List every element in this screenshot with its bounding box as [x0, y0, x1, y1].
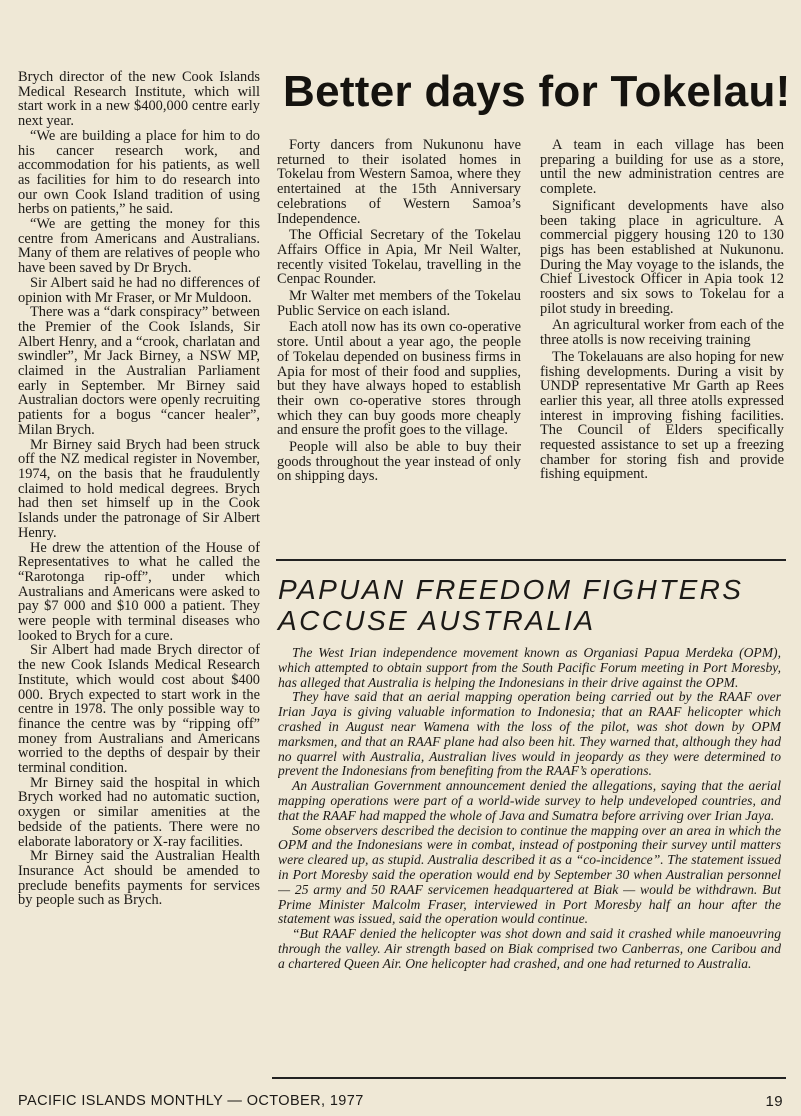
page-footer — [18, 1093, 783, 1109]
papuan-headline-line-2: ACCUSE AUSTRALIA — [278, 605, 596, 636]
publication-info: PACIFIC ISLANDS MONTHLY — OCTOBER, 1977 — [18, 1093, 364, 1109]
article-paragraph: The West Irian independence movement known as Organiasi Papua Merdeka (OPM), which attempted to obtain support from the South Pacific Forum meeting in Port Moresby, has alleged that Australia is helping the Indonesians in their drive against the OPM. — [278, 646, 781, 690]
cook-islands-article-continuation — [18, 70, 260, 1080]
tokelau-headline: Better days for Tokelau! — [283, 67, 791, 116]
article-paragraph: Some observers described the decision to continue the mapping over an area in which the OPM and the Indonesians were in combat, instead of postponing their survey until matters were cleared up, as stupid. Australia described it as a “co-incidence”. The statement issued in Port Moresby said the operation would end by September 30 when Australian personnel — 25 army and 50 RAAF servicemen headquartered at Biak — would be withdrawn. But Prime Minister Malcolm Fraser, interviewed in Port Moresby half an hour after the statement was issued, said the operation would continue. — [278, 822, 781, 927]
article-paragraph: A team in each village has been preparing a building for use as a store, until the new administration centres are complete. — [540, 138, 784, 198]
tokelau-column-2 — [540, 138, 784, 553]
article-paragraph: Mr Birney said the Australian Health Insurance Act should be amended to preclude benefits payments for services by people such as Brych. — [18, 848, 260, 909]
article-paragraph: The Tokelauans are also hoping for new fishing developments. During a visit by UNDP representative Mr Garth ap Rees earlier this year, all three atolls expressed interest in improving fishing facilities. The Council of Elders specifically requested assistance to set up a freezing chamber for storing fish and provide fishing equipment. — [540, 348, 784, 483]
article-paragraph: He drew the attention of the House of Representatives to what he called the “Rarotonga rip-off”, under which Australians and Americans were asked to pay $7 000 and $10 000 a patient. They were people with terminal diseases who looked to Brych for a cure. — [18, 539, 260, 644]
article-paragraph: Forty dancers from Nukunonu have returned to their isolated homes in Tokelau from Western Samoa, where they entertained at the 15th Anniversary celebrations of Western Samoa’s Independence. — [277, 138, 521, 227]
section-divider — [276, 559, 786, 561]
article-paragraph: “We are building a place for him to do his cancer research work, and accommodation for his patients, as well as facilities for him to do research into our own Cook Island tradition of using herbs on patients,” he said. — [18, 127, 260, 218]
article-paragraph: An Australian Government announcement denied the allegations, saying that the aerial mapping operations were part of a world-wide survey to help undeveloped countries, and that the RAAF had mapped the whole of Java and Sumatra before arriving over Irian Jaya. — [278, 778, 781, 823]
article-paragraph: Mr Birney said the hospital in which Brych worked had no automatic suction, oxygen or similar amenities at the bedside of the patients. There were no elaborate laboratory or X-ray facilities. — [18, 774, 260, 850]
section-divider — [272, 1077, 786, 1079]
papuan-article-body — [278, 646, 781, 1076]
article-paragraph: There was a “dark conspiracy” between the Premier of the Cook Islands, Sir Albert Henry, and a “crook, charlatan and swindler”, Mr Jack Birney, a NSW MP, claimed in the Australian Parliament early in September. Mr Birney said Australian doctors were openly recruiting patients for a bogus “cancer healer”, Milan Brych. — [18, 304, 260, 438]
tokelau-column-1 — [277, 138, 521, 553]
article-paragraph: Each atoll now has its own co-operative store. Until about a year ago, the people of Tokelau depended on business firms in Apia for most of their food and supplies, but they have always hoped to establish their own co-operative stores through which they can buy goods more cheaply and ensure the profit goes to the village. — [277, 319, 521, 439]
article-paragraph: The Official Secretary of the Tokelau Affairs Office in Apia, Mr Neil Walter, recently visited Tokelau, travelling in the Cenpac Rounder. — [277, 227, 521, 288]
papuan-headline-line-1: PAPUAN FREEDOM FIGHTERS — [278, 574, 744, 605]
article-paragraph: Sir Albert had made Brych director of the new Cook Islands Medical Research Institute, which would cost about $400 000. Brych expected to start work in the centre in 1978. The only possible way to finance the centre was by “ripping off” money from Australians and Americans worried to the depths of despair by their terminal condition. — [18, 642, 260, 777]
article-paragraph: Mr Birney said Brych had been struck off the NZ medical register in November, 1974, on the basis that he fraudulently claimed to hold medical degrees. Brych had then set himself up in the Cook Islands under the patronage of Sir Albert Henry. — [18, 436, 260, 541]
article-paragraph: People will also be able to buy their goods throughout the year instead of only on shipping days. — [277, 439, 521, 485]
article-paragraph: They have said that an aerial mapping operation being carried out by the RAAF over Irian Jaya is giving valuable information to Indonesia; that an RAAF helicopter which crashed in August near Wamena with the loss of the pilot, was shot down by OPM marksmen, and that an RAAF plane had also been hit. They warned that, although they had no quarrel with Australia, Australian lives would in jeopardy as they were determined to prevent the Indonesians from benefiting from the RAAF’s operations. — [278, 689, 781, 779]
papuan-headline — [278, 574, 783, 636]
article-paragraph: Sir Albert said he had no differences of opinion with Mr Fraser, or Mr Muldoon. — [18, 274, 260, 306]
article-paragraph: Brych director of the new Cook Islands Medical Research Institute, which will start work in a new $400,000 centre early next year. — [18, 70, 260, 130]
article-paragraph: “But RAAF denied the helicopter was shot down and said it crashed while manoeuvring through the valley. Air strength based on Biak comprised two Canberras, one Caribou and a chartered Queen Air. One helicopter had crashed, and one had returned to Australia. — [278, 926, 781, 971]
page-number: 19 — [765, 1093, 783, 1110]
article-paragraph: Mr Walter met members of the Tokelau Public Service on each island. — [277, 288, 521, 319]
article-paragraph: Significant developments have also been taking place in agriculture. A commercial piggery housing 120 to 130 pigs has been established at Nukunonu. During the May voyage to the islands, the Chief Livestock Officer in Apia took 12 roosters and six sows to Tokelau for a pilot study in breeding. — [540, 197, 784, 317]
article-paragraph: An agricultural worker from each of the three atolls is now receiving training — [540, 317, 784, 349]
article-paragraph: “We are getting the money for this centre from Americans and Australians. Many of them are relatives of people who have been saved by Dr Brych. — [18, 216, 260, 277]
